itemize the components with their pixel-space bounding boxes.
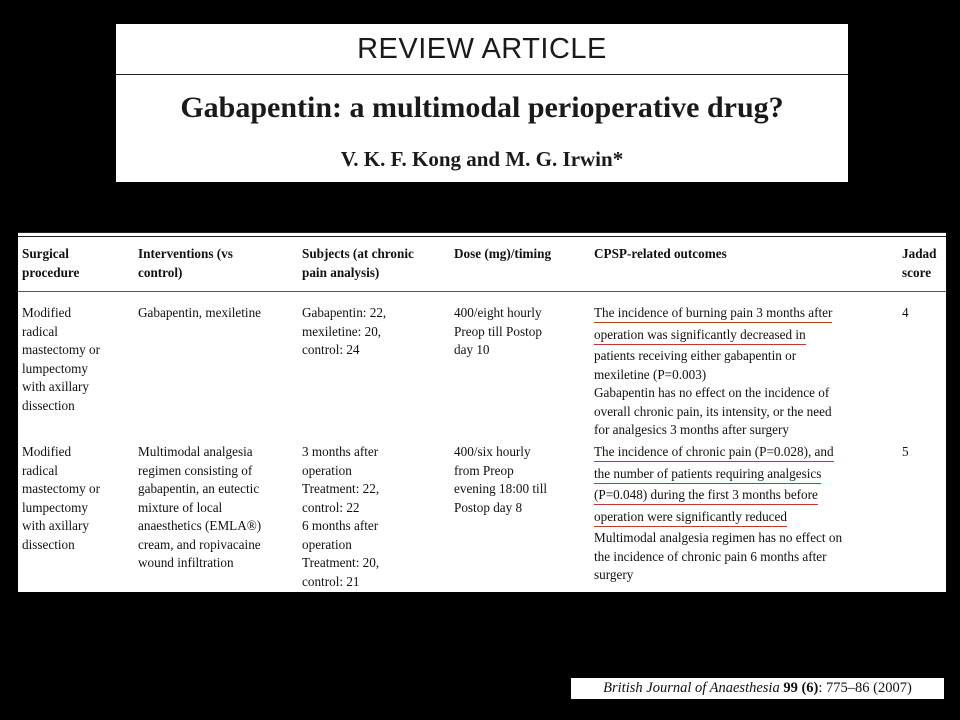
- row1-outcomes: The incidence of burning pain 3 months after operation was significantly decreased in patients receiving either gabapentin or mexiletine (P=0.003) Gabapentin has no effect on the incidence of overall chronic pain, its intensity, or the need for analgesics 3 months after surgery: [594, 305, 833, 437]
- journal-citation: [571, 678, 944, 699]
- row2-outcomes: The incidence of chronic pain (P=0.028), and the number of patients requiring analgesics (P=0.048) during the first 3 months before operation were significantly reduced Multimodal analgesia regimen has no effect on the incidence of chronic pain 6 months after surgery: [594, 444, 843, 582]
- table-top-rule-inner: [18, 236, 946, 237]
- table-header-rule: [18, 291, 946, 292]
- row1-jadad: 4: [902, 305, 909, 320]
- article-authors: V. K. F. Kong and M. G. Irwin*: [340, 147, 624, 171]
- row1-dose: 400/eight hourly Preop till Postop day 10: [454, 305, 542, 357]
- row2-procedure: Modified radical mastectomy or lumpectomy with axillary dissection: [22, 444, 101, 552]
- study-table: [18, 232, 946, 592]
- article-title: Gabapentin: a multimodal perioperative drug?: [180, 91, 784, 124]
- col-header-procedure: Surgical procedure: [22, 246, 80, 280]
- article-type: REVIEW ARTICLE: [116, 24, 848, 75]
- col-header-dose: Dose (mg)/timing: [454, 246, 552, 261]
- row1-interventions: Gabapentin, mexiletine: [138, 305, 262, 320]
- highlight-underline: operation were significantly reduced: [594, 509, 787, 527]
- col-header-outcomes: CPSP-related outcomes: [594, 246, 727, 261]
- col-header-interventions: Interventions (vs control): [138, 246, 233, 280]
- col-header-jadad: Jadad score: [902, 246, 937, 280]
- journal-issue: (6): [801, 680, 819, 696]
- col-header-subjects: Subjects (at chronic pain analysis): [302, 246, 414, 280]
- journal-volume: 99: [783, 680, 798, 696]
- row2-jadad: 5: [902, 444, 909, 459]
- row1-procedure: Modified radical mastectomy or lumpectomy with axillary dissection: [22, 305, 101, 413]
- highlight-underline: operation was significantly decreased in: [594, 327, 806, 345]
- highlight-underline: The incidence of burning pain 3 months after: [594, 305, 832, 323]
- highlight-underline: the number of patients requiring analgesics: [594, 466, 821, 484]
- table-top-rule: [18, 232, 946, 233]
- journal-name: British Journal of Anaesthesia: [603, 680, 780, 696]
- journal-pages: : 775–86 (2007): [818, 680, 912, 696]
- article-header: [116, 24, 848, 182]
- highlight-underline: (P=0.048) during the first 3 months before: [594, 487, 818, 505]
- highlight-underline: The incidence of chronic pain (P=0.028), and: [594, 444, 834, 462]
- row2-dose: 400/six hourly from Preop evening 18:00 till Postop day 8: [454, 444, 548, 515]
- row1-subjects: Gabapentin: 22, mexiletine: 20, control: 24: [302, 305, 387, 357]
- row2-subjects: 3 months after operation Treatment: 22, control: 22 6 months after operation Treatment: 20, control: 21: [302, 444, 380, 589]
- row2-interventions: Multimodal analgesia regimen consisting of gabapentin, an eutectic mixture of local anaesthetics (EMLA®) cream, and ropivacaine wound infiltration: [138, 444, 262, 570]
